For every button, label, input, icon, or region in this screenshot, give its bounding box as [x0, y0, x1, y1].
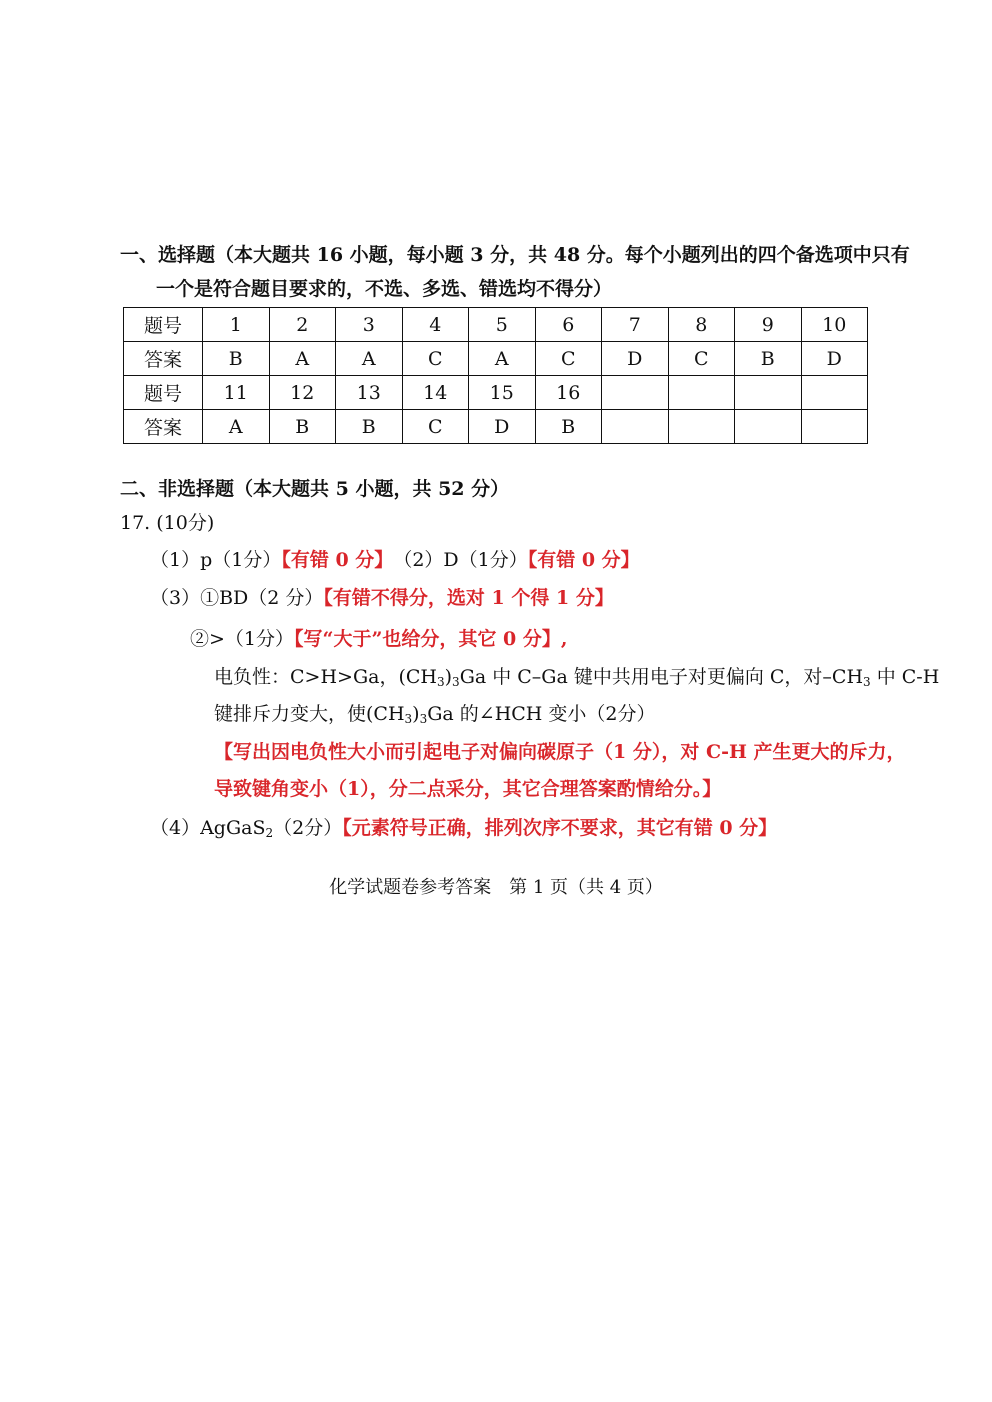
question-number-cell [668, 376, 735, 410]
question-number-cell: 5 [469, 308, 536, 342]
subscript: 3 [404, 712, 413, 726]
answer-cell: D [602, 342, 669, 376]
answer-cell [801, 410, 868, 444]
answer-cell: D [469, 410, 536, 444]
subscript: 3 [419, 712, 428, 726]
answer-cell [735, 410, 802, 444]
q17-part3 [150, 585, 614, 611]
answer-cell: A [269, 342, 336, 376]
table-row [124, 308, 868, 342]
q17-2-note: 【有错 0 分】 [527, 549, 640, 571]
answer-cell: D [801, 342, 868, 376]
answer-cell: A [336, 342, 403, 376]
subscript: 2 [265, 826, 274, 840]
explain-text: ) [444, 666, 453, 688]
answer-cell: B [269, 410, 336, 444]
table-row [124, 376, 868, 410]
question-number-cell: 13 [336, 376, 403, 410]
question-number-cell: 6 [535, 308, 602, 342]
question-label-cell: 题号 [124, 376, 203, 410]
explain-text: 电负性：C>H>Ga，(CH [214, 666, 437, 688]
q17-3b-text: ②>（1分） [190, 628, 295, 650]
explain-text: 中 C-H [870, 666, 940, 688]
explain-text: 键排斥力变大，使(CH [214, 703, 405, 725]
subscript: 3 [436, 675, 445, 689]
q17-3-text: （3）①BD（2 分） [150, 587, 324, 609]
q17-3b-note-line1: 【写出因电负性大小而引起电子对偏向碳原子（1 分），对 C-H 产生更大的斥力， [214, 741, 906, 763]
question-number-cell: 11 [203, 376, 270, 410]
answer-cell [602, 410, 669, 444]
q17-2-text: （2）D（1分） [402, 549, 528, 571]
answer-cell [668, 410, 735, 444]
section1-title-line2: 一个是符合题目要求的，不选、多选、错选均不得分） [156, 278, 613, 300]
q17-part1-2 [150, 547, 640, 573]
q17-4-text: （4）AgGaS [150, 817, 266, 839]
page-footer: 化学试题卷参考答案 第 1 页（共 4 页） [329, 877, 663, 898]
q17-header: 17. (10分) [120, 512, 215, 534]
section1-title-line1: 一、选择题（本大题共 16 小题，每小题 3 分，共 48 分。每个小题列出的四个备选项中只有 [120, 244, 910, 266]
answer-cell: B [336, 410, 403, 444]
table-row [124, 342, 868, 376]
table-row [124, 410, 868, 444]
q17-3b-explain-line2 [214, 701, 656, 727]
q17-3b-note: 【写“大于”也给分，其它 0 分】, [294, 628, 568, 650]
question-number-cell: 14 [402, 376, 469, 410]
question-number-cell: 12 [269, 376, 336, 410]
q17-3b-note-line2: 导致键角变小（1），分二点采分，其它合理答案酌情给分。】 [214, 778, 722, 800]
explain-text: Ga 中 C–Ga 键中共用电子对更偏向 C，对–CH [459, 666, 864, 688]
section2-title: 二、非选择题（本大题共 5 小题，共 52 分） [120, 478, 510, 500]
q17-1-text: （1）p（1分） [150, 549, 282, 571]
explain-text: ) [412, 703, 420, 725]
question-number-cell: 4 [402, 308, 469, 342]
q17-3-note: 【有错不得分，选对 1 个得 1 分】 [323, 587, 614, 609]
answer-label-cell: 答案 [124, 342, 203, 376]
question-number-cell: 2 [269, 308, 336, 342]
answer-cell: A [203, 410, 270, 444]
q17-1-note: 【有错 0 分】 [281, 549, 384, 571]
question-number-cell: 15 [469, 376, 536, 410]
question-number-cell [735, 376, 802, 410]
question-number-cell: 1 [203, 308, 270, 342]
question-number-cell [602, 376, 669, 410]
answer-cell: C [402, 342, 469, 376]
answer-cell: C [535, 342, 602, 376]
q17-part3b [190, 626, 567, 652]
answer-cell: B [735, 342, 802, 376]
question-label-cell: 题号 [124, 308, 203, 342]
subscript: 3 [863, 675, 871, 689]
question-number-cell: 8 [668, 308, 735, 342]
answer-cell: C [668, 342, 735, 376]
subscript: 3 [452, 675, 460, 689]
answer-cell: B [535, 410, 602, 444]
answer-table [123, 307, 868, 444]
q17-part4 [150, 815, 777, 841]
answer-cell: A [469, 342, 536, 376]
question-number-cell: 3 [336, 308, 403, 342]
q17-3b-explain-line1 [214, 664, 939, 690]
question-number-cell: 10 [801, 308, 868, 342]
answer-cell: C [402, 410, 469, 444]
explain-text: Ga 的∠HCH 变小（2分） [427, 703, 656, 725]
question-number-cell [801, 376, 868, 410]
question-number-cell: 16 [535, 376, 602, 410]
question-number-cell: 7 [602, 308, 669, 342]
q17-4-note: 【元素符号正确，排列次序不要求，其它有错 0 分】 [342, 817, 778, 839]
question-number-cell: 9 [735, 308, 802, 342]
answer-label-cell: 答案 [124, 410, 203, 444]
q17-4-text: （2分） [273, 817, 343, 839]
answer-cell: B [203, 342, 270, 376]
